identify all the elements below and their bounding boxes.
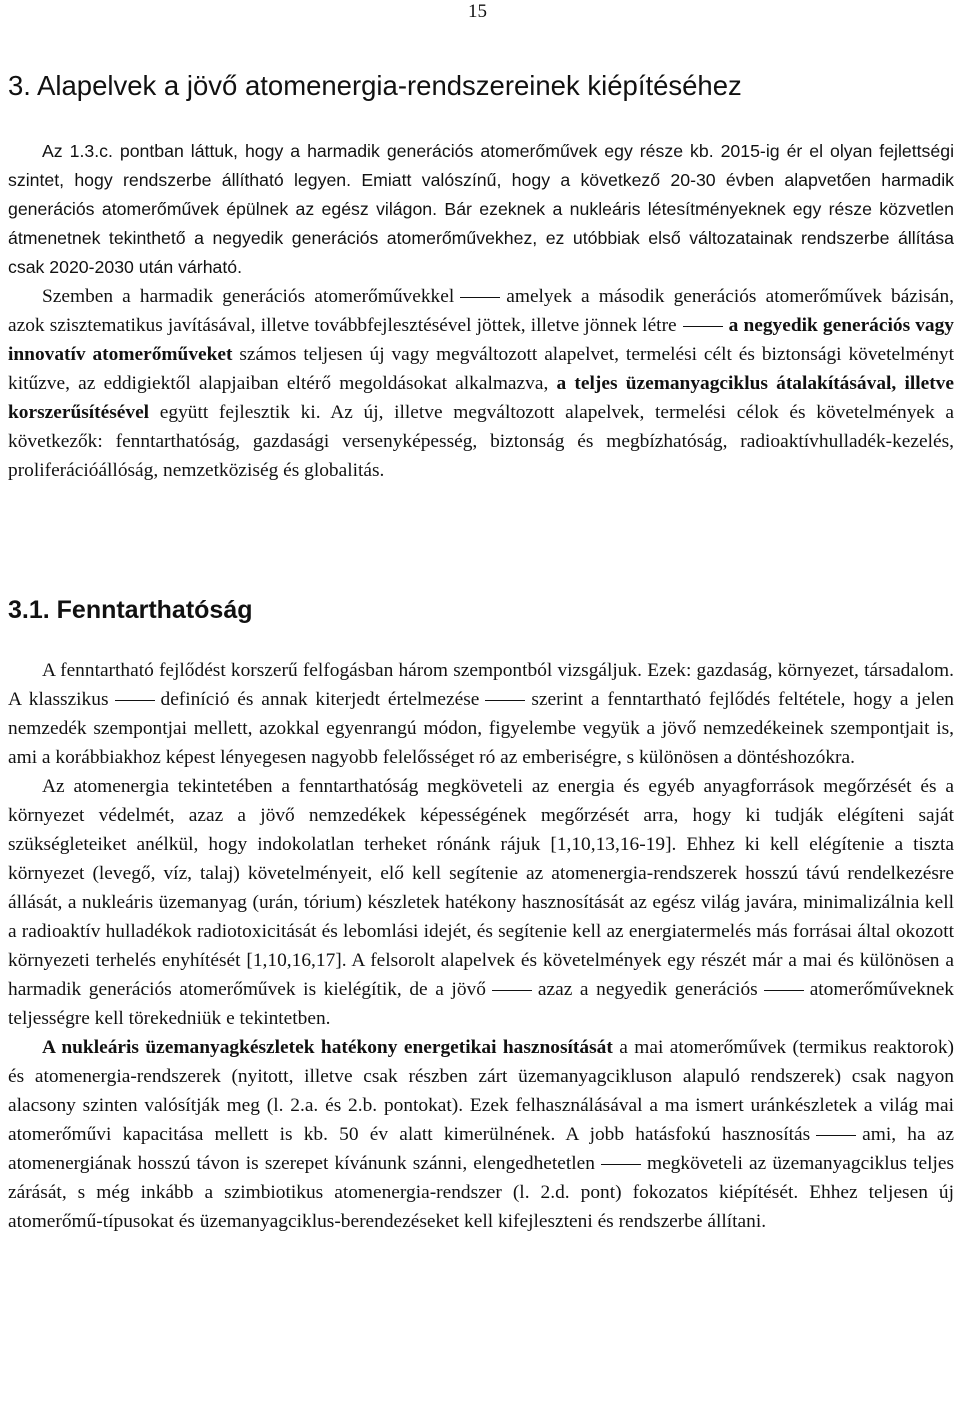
intro-p2-end: együtt fejlesztik ki. Az új, illetve megváltozott alapelvek, termelési célok és követelmények a következők: fenntarthatóság, gazdasági versenyképesség, biztonság és megbízhatóság, radioaktívhulladék-kezelés, proliferációállóság, nemzetköziség és globalitás. (8, 402, 954, 481)
s-p3-aside: ami, ha az atomenergiának hosszú távon is szerepet kívánunk szánni, elengedhetetlen (8, 1124, 955, 1174)
section-title: 3. Alapelvek a jövő atomenergia-rendszereinek kiépítéséhez (8, 70, 742, 101)
intro-p2-emphasis-2: a teljes üzemanyagciklus átalakításával, illetve korszerűsítésével (8, 373, 954, 423)
intro-p2-middle: számos teljesen új vagy megváltozott alapelvet, termelési célt és biztonsági követelményt kitűzve, az eddigiektől alapjaiban eltérő megoldásokat alkalmazva, (8, 344, 954, 394)
intro-paragraph-1-continuation: Bár ezeknek a nukleáris létesítményeknek egy része közvetlen átmenetnek tekinthető a negyedik generációs atomerőművekhez, ez utóbbiak első változatainak rendszerbe állítása csak 2020-2030 után várható. (8, 199, 954, 277)
sustainability-paragraph-2 (8, 772, 954, 1033)
intro-p2-emphasis-1: a negyedik generációs vagy innovatív atomerőműveket (8, 315, 955, 365)
s-p3-end: megköveteli az üzemanyagciklus teljes zárását, s még inkább a szimbiotikus atomenergia-rendszer (l. 2.d. pont) fokozatos kiépítését. Ehhez teljesen új atomerőmű-típusokat és üzemanyagciklus-berendezéseket kell kifejleszteni és rendszerbe állítani. (8, 1153, 954, 1232)
intro-p2-aside: amelyek a második generációs atomerőművek bázisán, azok szisztematikus javításával, illetve továbbfejlesztésével jöttek, illetve jönnek létre (8, 286, 954, 336)
intro-paragraph-1 (8, 137, 954, 282)
em-dash (492, 990, 532, 991)
s-p3-emphasis: A nukleáris üzemanyagkészletek hatékony energetikai hasznosítását (42, 1037, 613, 1058)
s-p2-aside: azaz a negyedik generációs (537, 979, 758, 1000)
em-dash (816, 1135, 856, 1136)
s-p1-end: szerint a fenntartható fejlődés feltétele, hogy a jelen nemzedék szempontjai mellett, azokkal egyenrangú módon, figyelembe vegyük a jövő nemzedékeinek szempontjait is, ami a korábbiakhoz képest lényegesen nagyobb felelősséget ró az emberiségre, s különösen a döntéshozókra. (8, 689, 955, 768)
s-p3-body: a mai atomerőművek (termikus reaktorok) és atomenergia-rendszerek (nyitott, illetve csak részben zárt üzemanyagcikluson alapuló rendszerek) csak nagyon alacsony szinten valósítják meg (l. 2.a. és 2.b. pontokat). Ezek felhasználásával a ma ismert uránkészletek a világ mai atomerőművi kapacitása mellett is kb. 50 év alatt kimerülnének. A jobb hatásfokú hasznosítás (8, 1037, 955, 1145)
s-p1-aside: definíció és annak kiterjedt értelmezése (160, 689, 480, 710)
em-dash (764, 990, 804, 991)
intro-paragraph-1-text: Az 1.3.c. pontban láttuk, hogy a harmadik generációs atomerőművek egy része kb. 2015-ig ér el olyan fejlettségi szintet, hogy rendszerbe állítható legyen. Emiatt valószínű, hogy a következő 20-30 évben alapvetően harmadik generációs atomerőművek épülnek az egész világon. (8, 141, 954, 219)
sustainability-paragraph-1 (8, 656, 954, 772)
em-dash (460, 297, 500, 298)
page-number: 15 (468, 1, 487, 22)
em-dash (683, 326, 723, 327)
sustainability-section (8, 656, 954, 1236)
s-p1-start: A fenntartható fejlődést korszerű felfogásban három szempontból vizsgáljuk. Ezek: gazdaság, környezet, társadalom. A klasszikus (8, 660, 954, 710)
intro-section (8, 137, 954, 485)
s-p2-start: Az atomenergia tekintetében a fenntarthatóság megköveteli az energia és egyéb anyagforrások megőrzését és a környezet védelmét, azaz a jövő nemzedékek képességének megőrzését arra, hogy ki tudják elégíteni saját szükségleteiket anélkül, hogy indokolatlan terheket rónánk rájuk [1,10,13,16-19]. Ehhez ki kell elégítenie a tiszta környezet (levegő, víz, talaj) követelményeit, elő kell segítenie az atomenergia-rendszerek hosszú távú rendelkezésre állását, a nukleáris üzemanyag (urán, tórium) készletek hatékony hasznosítását az egész világ javára, minimalizálnia kell a radioaktív hulladékok radiotoxicitását és lebomlási idejét, és segítenie kell az energiatermelés más forrásai által okozott környezeti terhelés enyhítését [1,10,16,17]. A felsorolt alapelvek és követelmények egy részét már a mai és különösen a harmadik generációs atomerőművek is kielégítik, de a jövő (8, 776, 954, 1000)
s-p2-end: atomerőműveknek teljességre kell törekedniük e tekintetben. (8, 979, 954, 1029)
intro-p2-start: Szemben a harmadik generációs atomerőművekkel (42, 286, 455, 307)
em-dash (115, 700, 155, 701)
em-dash (601, 1164, 641, 1165)
subsection-title: 3.1. Fenntarthatóság (8, 596, 253, 624)
em-dash (485, 700, 525, 701)
intro-paragraph-2 (8, 282, 954, 485)
sustainability-paragraph-3 (8, 1033, 954, 1236)
